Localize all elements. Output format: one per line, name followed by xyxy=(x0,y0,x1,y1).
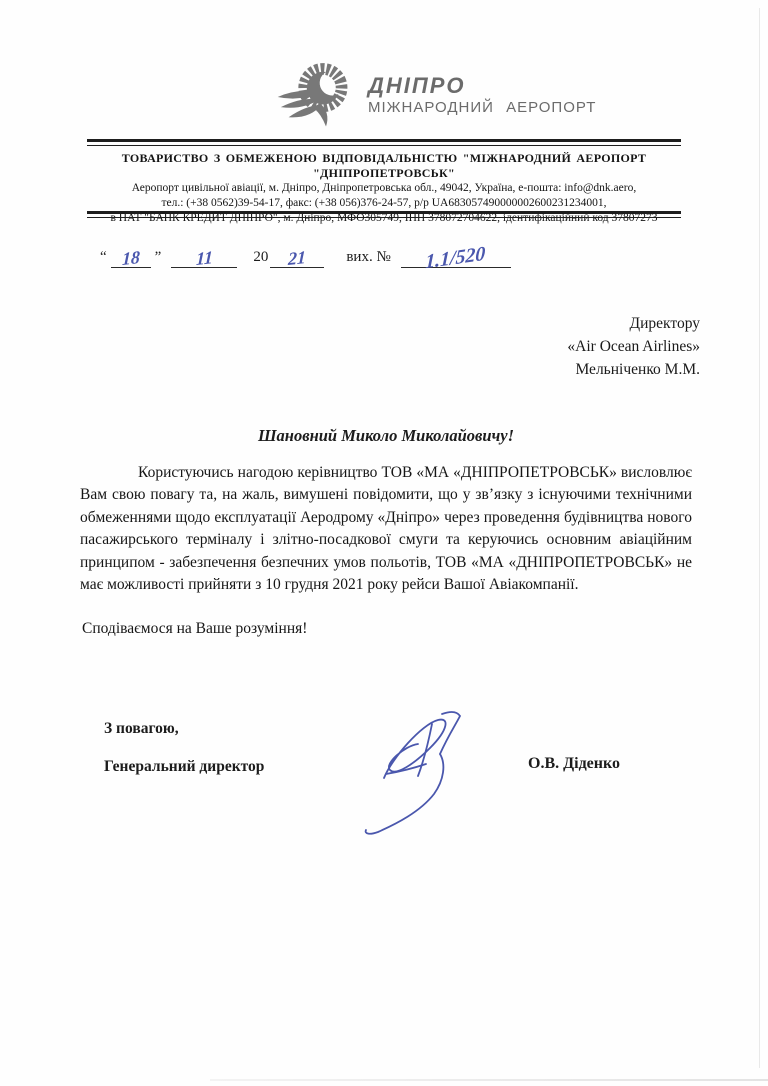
logo-airport-subtitle: МІЖНАРОДНИЙ АЕРОПОРТ xyxy=(368,99,597,116)
reference-date-line xyxy=(100,242,511,274)
scan-page-edge-bottom xyxy=(210,1079,768,1081)
close-quote: ” xyxy=(154,249,162,265)
handwritten-year: 21 xyxy=(288,246,307,270)
scan-page-edge-right xyxy=(759,8,760,1068)
recipient-role: Директору xyxy=(629,315,700,332)
month-blank xyxy=(171,249,237,268)
day-blank xyxy=(111,246,151,270)
open-quote: “ xyxy=(100,249,107,265)
closing-sentence: Сподіваємося на Ваше розуміння! xyxy=(82,620,308,637)
signoff-title: Генеральний директор xyxy=(104,758,265,775)
recipient-company: «Air Ocean Airlines» xyxy=(567,338,700,355)
logo-airport-name: ДНІПРО xyxy=(368,73,466,98)
salutation: Шановний Миколо Миколайовичу! xyxy=(257,426,515,445)
airport-logo xyxy=(276,58,596,132)
handwritten-month: 11 xyxy=(195,247,214,269)
handwritten-ref-number: 1.1/520 xyxy=(425,242,487,274)
year-blank xyxy=(270,246,324,270)
ref-number-blank xyxy=(401,242,511,274)
phone-bank-line: тел.: (+38 0562)39-54-17, факс: (+38 056)376-24-57, р/р UA683057490000002600231234001, xyxy=(161,197,607,209)
letterhead-rule-bottom xyxy=(87,211,681,218)
winged-turbine-icon xyxy=(276,58,362,132)
recipient-block xyxy=(380,312,700,381)
handwritten-signature xyxy=(356,702,486,842)
signoff-closing: З повагою, xyxy=(104,720,179,737)
company-name-line: ТОВАРИСТВО З ОБМЕЖЕНОЮ ВІДПОВІДАЛЬНІСТЮ "МІЖНАРОДНИЙ АЕРОПОРТ "ДНІПРОПЕТРОВСЬК" xyxy=(121,151,647,180)
bank-codes-line: в ПАТ "БАНК КРЕДИТ ДНІПРО", м. Дніпро, МФО305749, ІПН 378072704622, ідентифікаційний код 37807273 xyxy=(110,212,658,224)
letterhead-rule-top xyxy=(87,139,681,146)
handwritten-day: 18 xyxy=(121,246,140,270)
outgoing-number-label: вих. № xyxy=(346,249,391,265)
signoff-name: О.В. Діденко xyxy=(528,755,620,772)
year-prefix: 20 xyxy=(253,249,269,265)
address-line: Аеропорт цивільної авіації, м. Дніпро, Дніпропетровська обл., 49042, Україна, е-пошта: info@dnk.aero, xyxy=(131,182,637,194)
body-paragraph: Користуючись нагодою керівництво ТОВ «МА «ДНІПРОПЕТРОВСЬК» висловлює Вам свою повагу та, на жаль, вимушені повідомити, що у зв’язку з існуючими технічними обмеженнями щодо експлуатації Аеродрому «Дніпро» через проведення будівництва нового пасажирського терміналу і злітно-посадкової смуги та керуючись основним авіаційним принципом - забезпечення безпечних умов польотів, ТОВ «МА «ДНІПРОПЕТРОВСЬК» не має можливості прийняти з 10 грудня 2021 року рейси Вашої Авіакомпанії. xyxy=(80,464,692,594)
logo-text xyxy=(368,74,596,118)
recipient-person: Мельніченко М.М. xyxy=(575,361,700,378)
